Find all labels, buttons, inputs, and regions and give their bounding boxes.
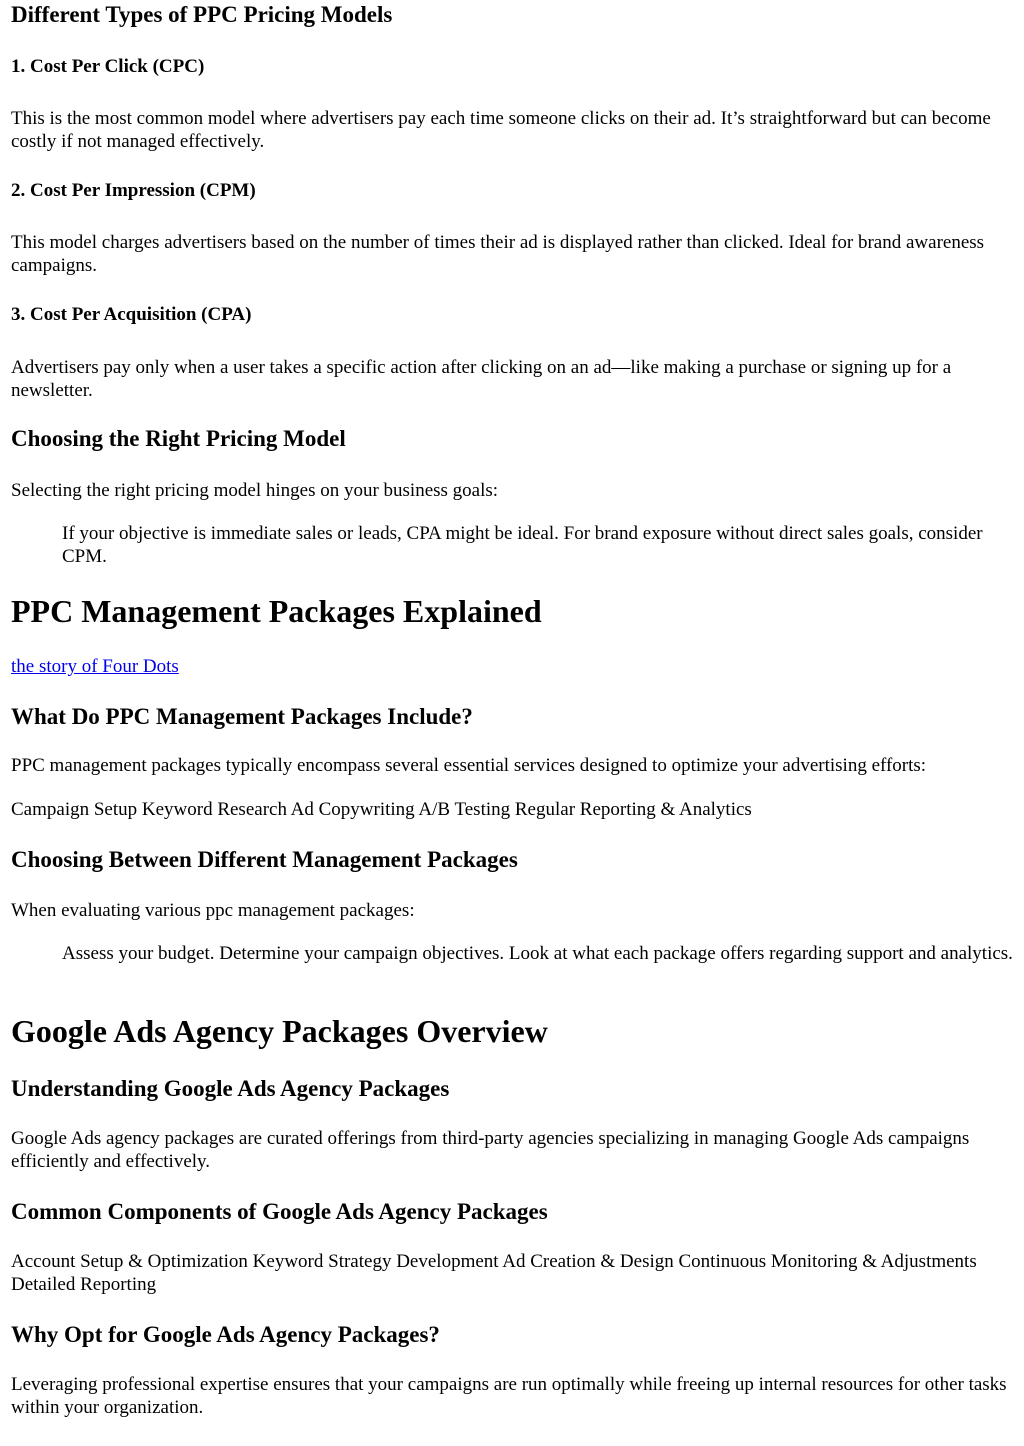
paragraph-cpc: This is the most common model where advertisers pay each time someone clicks on their ad. It’s straightforward but can become costly if not managed effectively.: [11, 108, 991, 152]
section-heading-components: Common Components of Google Ads Agency Packages: [11, 1199, 548, 1224]
section-heading-choosing-packages: Choosing Between Different Management Packages: [11, 847, 518, 872]
paragraph-packages-include-list: Campaign Setup Keyword Research Ad Copywriting A/B Testing Regular Reporting & Analytics: [11, 799, 752, 820]
page-heading-google-ads: Google Ads Agency Packages Overview: [11, 1013, 548, 1049]
section-heading-why-opt: Why Opt for Google Ads Agency Packages?: [11, 1322, 440, 1347]
blockquote-choosing-packages: Assess your budget. Determine your campaign objectives. Look at what each package offers regarding support and analytics.: [62, 943, 1013, 964]
paragraph-cpa: Advertisers pay only when a user takes a specific action after clicking on an ad—like making a purchase or signing up for a newsletter.: [11, 357, 952, 401]
paragraph-choosing-packages-intro: When evaluating various ppc management packages:: [11, 900, 415, 921]
subheading-cpc: 1. Cost Per Click (CPC): [11, 56, 205, 77]
blockquote-choosing: If your objective is immediate sales or leads, CPA might be ideal. For brand exposure without direct sales goals, consider CPM.: [62, 523, 983, 567]
paragraph-cpm: This model charges advertisers based on the number of times their ad is displayed rather than clicked. Ideal for brand awareness campaigns.: [11, 232, 985, 276]
paragraph-why-opt: Leveraging professional expertise ensures that your campaigns are run optimally while freeing up internal resources for other tasks within your organization.: [11, 1374, 1007, 1418]
paragraph-understanding-google-ads: Google Ads agency packages are curated offerings from third-party agencies specializing in managing Google Ads campaigns efficiently and effectively.: [11, 1128, 970, 1172]
paragraph-components: Account Setup & Optimization Keyword Strategy Development Ad Creation & Design Continuous Monitoring & Adjustments Detailed Reporting: [11, 1251, 977, 1295]
section-heading-pricing-models: Different Types of PPC Pricing Models: [11, 2, 393, 27]
paragraph-packages-include-intro: PPC management packages typically encompass several essential services designed to optimize your advertising efforts:: [11, 755, 927, 776]
paragraph-choosing-intro: Selecting the right pricing model hinges on your business goals:: [11, 480, 499, 501]
subheading-cpm: 2. Cost Per Impression (CPM): [11, 180, 256, 201]
four-dots-story-link[interactable]: the story of Four Dots: [11, 656, 179, 677]
section-heading-choosing-model: Choosing the Right Pricing Model: [11, 426, 346, 451]
section-heading-understanding-google-ads: Understanding Google Ads Agency Packages: [11, 1076, 450, 1101]
page-heading-management-packages: PPC Management Packages Explained: [11, 593, 542, 629]
subheading-cpa: 3. Cost Per Acquisition (CPA): [11, 304, 252, 325]
link-container: [11, 655, 1014, 678]
section-heading-packages-include: What Do PPC Management Packages Include?: [11, 704, 473, 729]
